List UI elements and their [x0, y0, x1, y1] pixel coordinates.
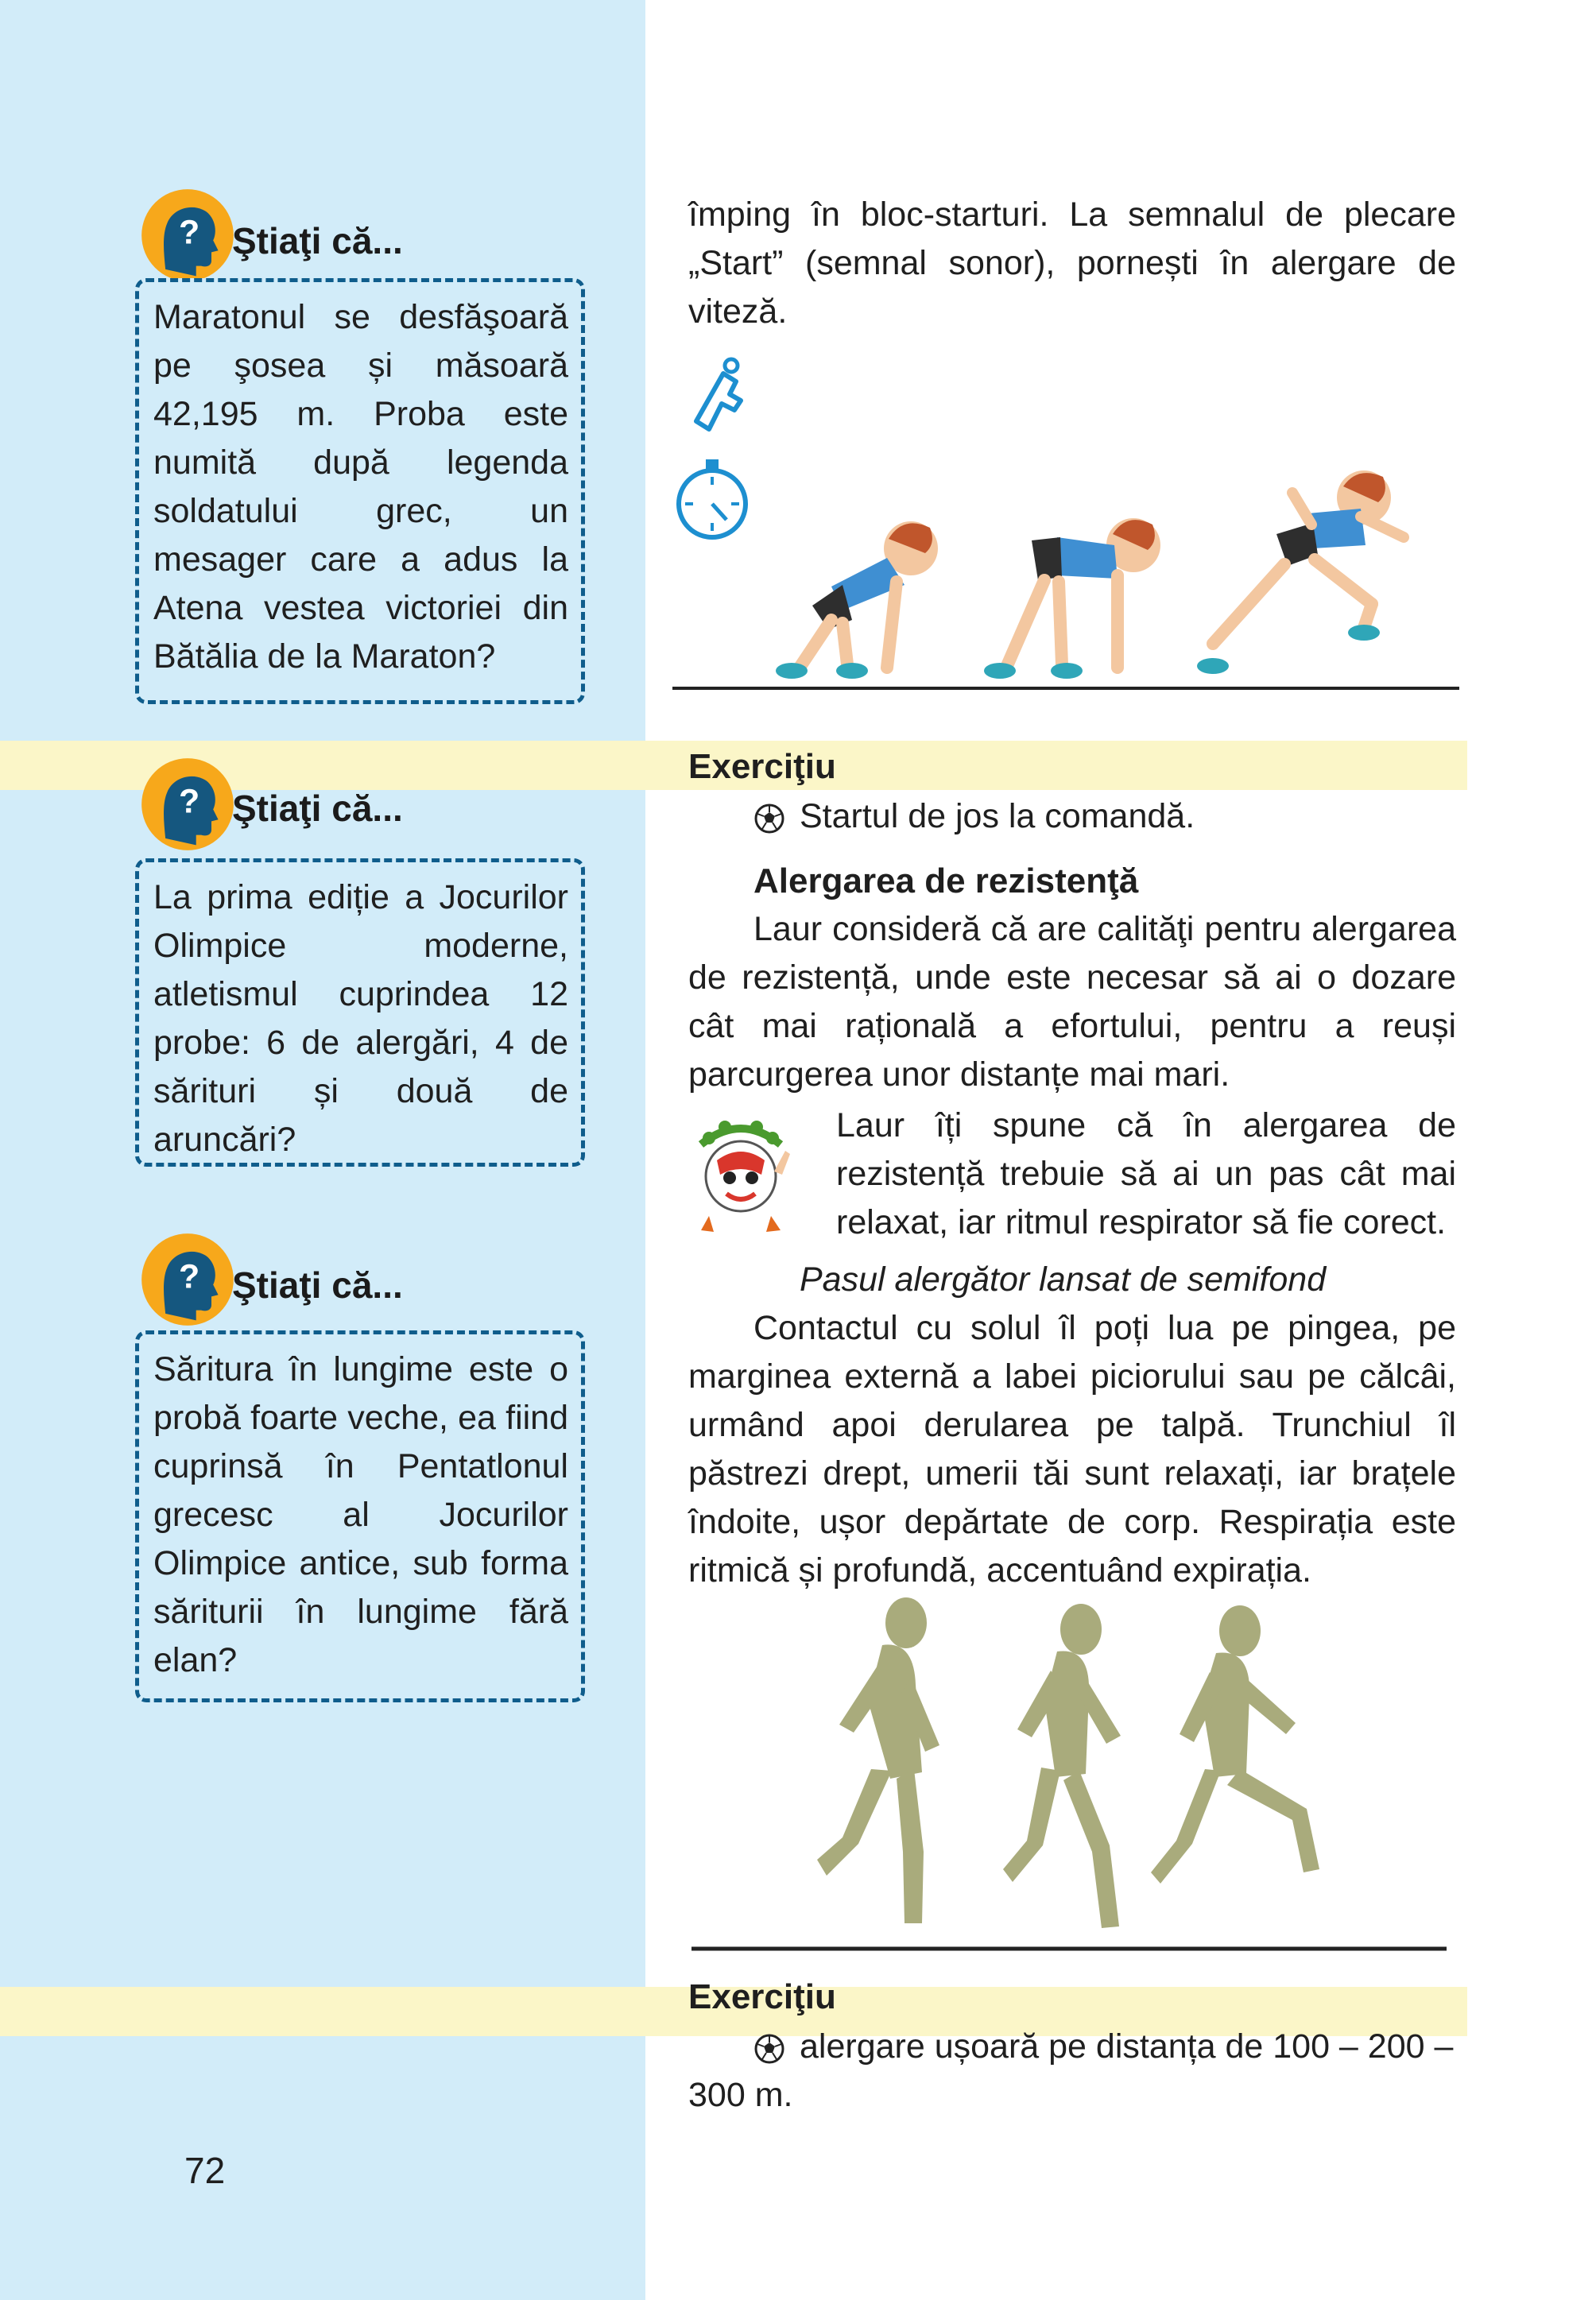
intro-paragraph — [688, 191, 1456, 336]
fact-box — [135, 278, 585, 704]
exercise-1 — [688, 742, 1456, 841]
fact-header — [140, 1232, 458, 1327]
runner-figure-1 — [776, 521, 938, 679]
mascot-laur-icon — [685, 1113, 796, 1243]
section-paragraph-2: Contactul cu solul îl poți lua pe pingea, pe marginea externă a labei piciorului sau pe călcâi, urmând apoi derularea pe talpă. Trunchiul îl păstrezi drept, umerii tăi sunt relaxați, iar brațele îndoite, ușor depărtate de corp. Respirația este ritmică și profundă, accentuând expirația. — [688, 1309, 1456, 1589]
runner-silhouettes — [817, 1597, 1319, 1928]
fact-box — [135, 1330, 585, 1702]
fact-title: Ştiaţi că... — [232, 1264, 403, 1306]
fact-text: La prima ediție a Jocurilor Olimpice moderne, atletismul cuprindea 12 probe: 6 de alergări, 4 de sărituri și două de aruncări? — [153, 878, 568, 1159]
head-question-icon — [140, 757, 235, 852]
head-question-icon — [140, 1232, 235, 1327]
exercise-2 — [688, 1973, 1456, 2120]
exercise-title: Exerciţiu — [688, 1977, 836, 2016]
exercise-title: Exerciţiu — [688, 747, 836, 786]
crouch-start-illustration — [672, 350, 1467, 699]
runner-figure-2 — [984, 518, 1160, 679]
svg-text:?: ? — [179, 1257, 200, 1296]
starter-pistol-icon — [696, 359, 741, 429]
runner-silhouette-3 — [1151, 1605, 1319, 1884]
fact-box — [135, 858, 585, 1167]
section-subheading: Pasul alergător lansat de semifond — [800, 1260, 1327, 1299]
svg-text:?: ? — [179, 213, 200, 252]
exercise-item-text: Startul de jos la comandă. — [800, 797, 1195, 835]
endurance-section — [688, 857, 1456, 1099]
head-question-icon — [140, 188, 235, 283]
section-paragraph-1: Laur consideră că are calităţi pentru alergarea de rezistență, unde este necesar să ai o dozare cât mai rațională a efortului, pentru a reuși parcurgerea unor distanțe mai mari. — [688, 910, 1456, 1094]
page-number: 72 — [184, 2150, 226, 2191]
fact-header — [140, 188, 458, 283]
mascot-text: Laur îți spune că în alergarea de rezistență trebuie să ai un pas cât mai relaxat, iar ritmul respirator să fie corect. — [836, 1106, 1456, 1241]
exercise-item — [688, 2023, 1456, 2120]
fact-text: Maratonul se desfăşoară pe şosea și măsoară 42,195 m. Proba este numită după legenda soldatului grec, un mesager care a adus la Atena vestea victoriei din Bătălia de la Maraton? — [153, 298, 568, 676]
svg-text:?: ? — [179, 782, 200, 821]
soccer-ball-icon — [753, 2033, 785, 2065]
exercise-item — [688, 792, 1456, 841]
stopwatch-icon — [679, 459, 746, 537]
exercise-item-text: alergare ușoară pe distanța de 100 – 200 – 300 m. — [688, 2027, 1454, 2114]
fact-text: Săritura în lungime este o probă foarte veche, ea fiind cuprinsă în Pentatlonul grecesc al Jocurilor Olimpice antice, sub forma săriturii în lungime fără elan? — [153, 1350, 568, 1679]
endurance-runners-illustration — [684, 1589, 1462, 1963]
mascot-speech — [836, 1102, 1456, 1247]
runner-silhouette-2 — [1003, 1604, 1121, 1928]
section-heading: Alergarea de rezistenţă — [753, 862, 1139, 900]
intro-text: împing în bloc-starturi. La semnalul de plecare „Start” (semnal sonor), pornești în alergare de viteză. — [688, 196, 1456, 331]
fact-title: Ştiaţi că... — [232, 788, 403, 829]
technique-section — [688, 1256, 1456, 1595]
fact-header — [140, 757, 458, 852]
runner-silhouette-1 — [817, 1597, 939, 1923]
soccer-ball-icon — [753, 803, 785, 834]
runner-figure-3 — [1197, 470, 1404, 674]
fact-title: Ştiaţi că... — [232, 220, 403, 261]
